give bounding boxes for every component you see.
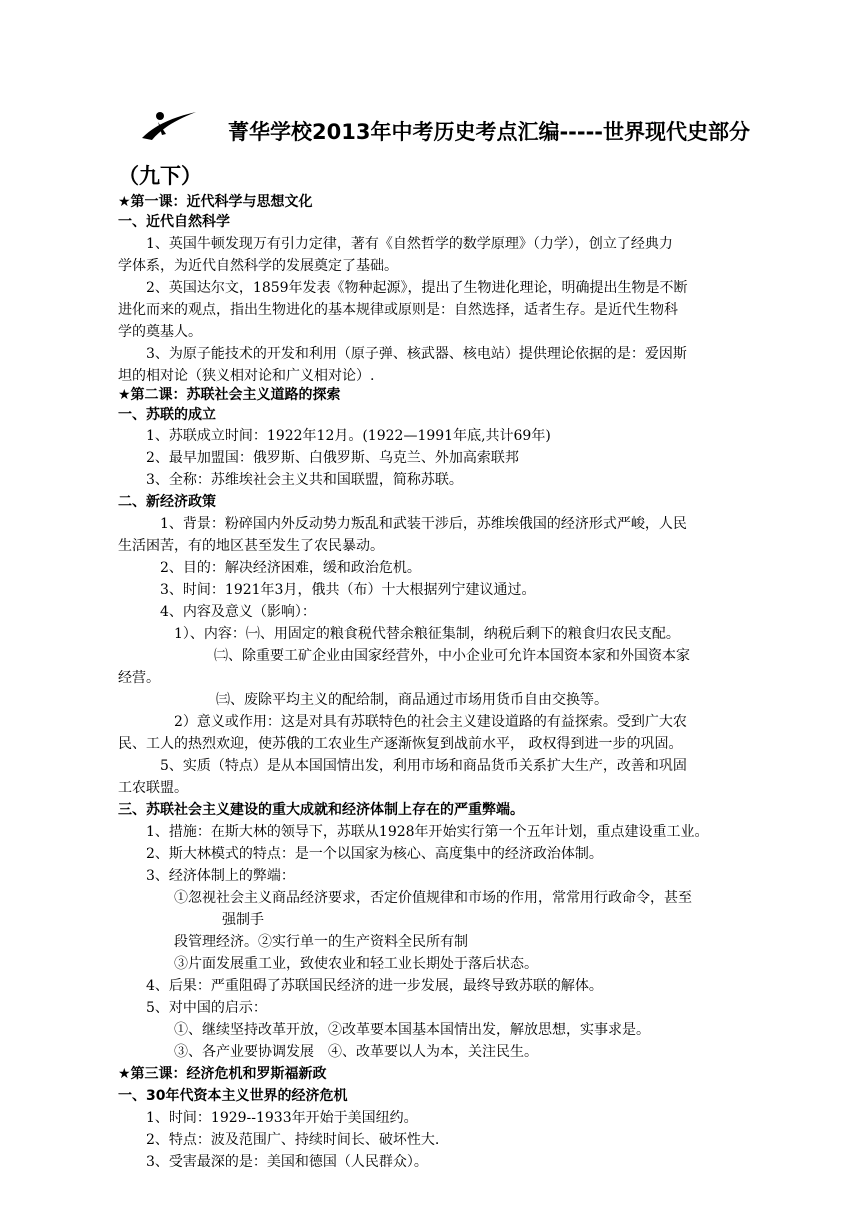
paragraph-line: 3、全称：苏维埃社会主义共和国联盟，简称苏联。 [146,472,463,488]
paragraph-line: 4、后果：严重阻碍了苏联国民经济的进一步发展，最终导致苏联的解体。 [146,978,603,994]
paragraph-line: 1、措施：在斯大林的领导下，苏联从1928年开始实行第一个五年计划，重点建设重工业。 [146,824,709,840]
document-subtitle: （九下） [118,164,202,188]
paragraph-line: ③片面发展重工业，致使农业和轻工业长期处于落后状态。 [174,956,538,972]
paragraph-line: 工农联盟。 [118,780,188,796]
paragraph-line: 1、时间：1929--1933年开始于美国纽约。 [146,1110,418,1126]
paragraph-line: 2、最早加盟国：俄罗斯、白俄罗斯、乌克兰、外加高索联邦 [146,450,519,466]
document-title: 菁华学校2013年中考历史考点汇编-----世界现代史部分 [228,120,751,144]
swoosh-logo-icon [140,108,198,144]
paragraph-line: 2）意义或作用：这是对具有苏联特色的社会主义建设道路的有益探索。受到广大农 [174,714,687,730]
paragraph-line: 3、为原子能技术的开发和利用（原子弹、核武器、核电站）提供理论依据的是：爱因斯 [146,346,687,362]
paragraph-line: 1、英国牛顿发现万有引力定律，著有《自然哲学的数学原理》（力学），创立了经典力 [146,236,673,252]
paragraph-line: 5、对中国的启示： [146,1000,267,1016]
paragraph-line: 2、斯大林模式的特点：是一个以国家为核心、高度集中的经济政治体制。 [146,846,603,862]
list-item: ①、继续坚持改革开放， [174,1022,328,1038]
lesson-1-heading: ★第一课：近代科学与思想文化 [118,194,313,210]
paragraph-line: 1、苏联成立时间：1922年12月。(1922—1991年底,共计69年) [146,428,551,444]
paragraph-line: 3、受害最深的是：美国和德国（人民群众）。 [146,1154,428,1170]
list-item: ④、改革要以人为本，关注民生。 [328,1044,538,1060]
paragraph-line: 3、经济体制上的弊端： [146,868,295,884]
paragraph-line: 坦的相对论（狭义相对论和广义相对论）. [118,368,375,384]
paragraph-line: 强制手 [222,912,264,928]
paragraph-line: 5、实质（特点）是从本国国情出发，利用市场和商品货币关系扩大生产，改善和巩固 [160,758,687,774]
section-heading: 一、苏联的成立 [118,407,216,423]
section-heading: 二、新经济政策 [118,494,216,510]
paragraph-line: 经营。 [118,670,160,686]
lesson-2-heading: ★第二课：苏联社会主义道路的探索 [118,387,341,403]
paragraph-line: 民、工人的热烈欢迎，使苏俄的工农业生产逐渐恢复到战前水平， 政权得到进一步的巩固。 [118,736,683,752]
paragraph-line: ①忽视社会主义商品经济要求，否定价值规律和市场的作用，常常用行政命令，甚至 [174,890,692,906]
paragraph-line: 1、背景：粉碎国内外反动势力叛乱和武装干涉后，苏维埃俄国的经济形式严峻，人民 [160,516,687,532]
paragraph-line: 进化而来的观点，指出生物进化的基本规律或原则是：自然选择，适者生存。是近代生物科 [118,302,678,318]
paragraph-line: ㈡、除重要工矿企业由国家经营外，中小企业可允许本国资本家和外国资本家 [214,648,690,664]
section-heading: 一、30年代资本主义世界的经济危机 [118,1088,348,1104]
lesson-3-heading: ★第三课：经济危机和罗斯福新政 [118,1066,327,1082]
paragraph-line: 生活困苦，有的地区甚至发生了农民暴动。 [118,538,384,554]
paragraph-line: 学的奠基人。 [118,324,202,340]
paragraph-line: 3、时间：1921年3月，俄共（布）十大根据列宁建议通过。 [160,582,536,598]
paragraph-line: 1）、内容：㈠、用固定的粮食税代替余粮征集制，纳税后剩下的粮食归农民支配。 [174,626,680,642]
paragraph-line: 段管理经济。②实行单一的生产资料全民所有制 [174,934,468,950]
list-item: ③、各产业要协调发展 [174,1044,314,1060]
list-item: ②改革要本国基本国情出发，解放思想，实事求是。 [328,1022,650,1038]
paragraph-line: 2、特点：波及范围广、持续时间长、破坏性大. [146,1132,440,1148]
paragraph-line: 2、目的：解决经济困难，缓和政治危机。 [160,560,421,576]
paragraph-line: 学体系，为近代自然科学的发展奠定了基础。 [118,258,398,274]
paragraph-line: 4、内容及意义（影响）： [160,604,316,620]
paragraph-line: 2、英国达尔文，1859年发表《物种起源》，提出了生物进化理论，明确提出生物是不断 [146,280,688,296]
section-heading: 三、苏联社会主义建设的重大成就和经济体制上存在的严重弊端。 [118,802,524,818]
paragraph-line: ㈢、废除平均主义的配给制，商品通过市场用货币自由交换等。 [216,692,608,708]
section-heading: 一、近代自然科学 [118,214,230,230]
